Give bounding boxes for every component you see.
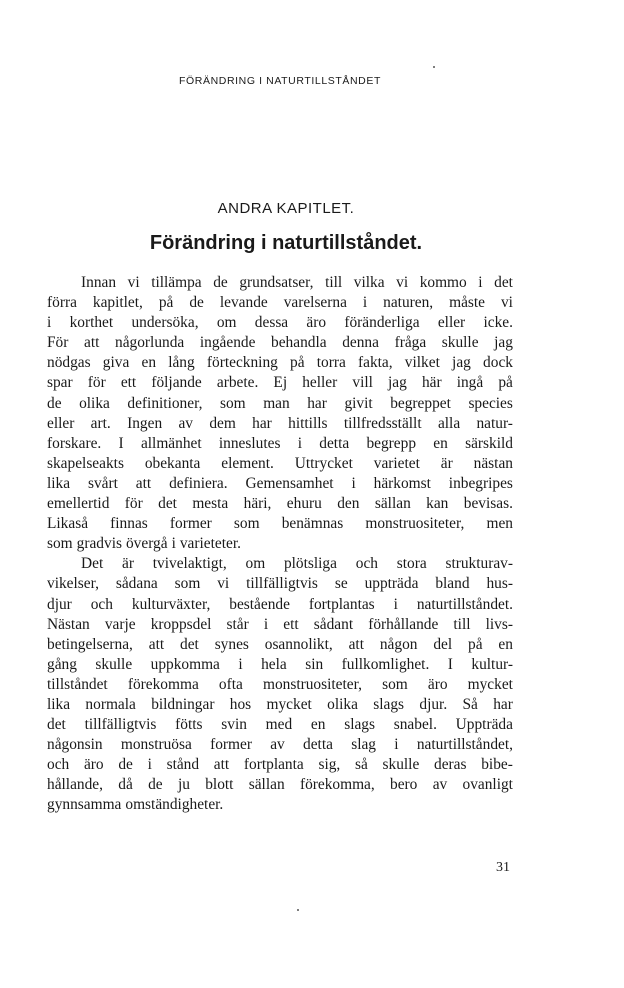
text-line: emellertid för det mesta häri, ehuru den sällan kan bevisas. xyxy=(47,495,513,513)
text-line: Nästan varje kroppsdel står i ett sådant förhållande till livs- xyxy=(47,615,513,633)
text-line: betingelserna, att det synes osannolikt, att någon del på en xyxy=(47,635,513,653)
text-line: nödgas giva en lång förteckning på torra fakta, vilket jag dock xyxy=(47,354,513,372)
text-line: forskare. I allmänhet inneslutes i detta begrepp en särskild xyxy=(47,434,513,452)
text-line: spar för ett följande arbete. Ej heller vill jag här ingå på xyxy=(47,374,513,392)
text-line: Innan vi tillämpa de grundsatser, till vilka vi kommo i det xyxy=(81,274,513,291)
text-line: och äro de i stånd att fortplanta sig, så skulle deras bibe- xyxy=(47,756,513,774)
text-line: förra kapitlet, på de levande varelserna i naturen, måste vi xyxy=(47,294,513,312)
text-line: skapelseakts obekanta element. Uttrycket varietet är nästan xyxy=(47,454,513,472)
text-line: eller art. Ingen av dem har hittills tillfredsställt alla natur- xyxy=(47,414,513,432)
text-line: Det är tvivelaktigt, om plötsliga och stora strukturav- xyxy=(81,555,513,573)
text-line: som gradvis övergå i varieteter. xyxy=(47,535,241,553)
running-head: FÖRÄNDRING I NATURTILLSTÅNDET xyxy=(179,75,381,87)
text-line: det tillfälligtvis fötts svin med en slags snabel. Uppträda xyxy=(47,716,513,734)
text-line: hållande, då de ju blott sällan förekomma, bero av ovanligt xyxy=(47,776,513,794)
print-speck xyxy=(297,909,299,911)
text-line: Likaså finnas former som benämnas monstruositeter, men xyxy=(47,515,513,533)
text-line: de olika definitioner, som man har givit begreppet species xyxy=(47,394,513,412)
text-line: gång skulle uppkomma i hela sin fullkomlighet. I kultur- xyxy=(47,655,513,673)
chapter-title: Förändring i naturtillståndet. xyxy=(149,232,423,254)
body-text xyxy=(47,273,513,816)
text-line: tillståndet förekomma ofta monstruositeter, som äro mycket xyxy=(47,675,513,693)
text-line: i korthet undersöka, om dessa äro föränderliga eller icke. xyxy=(47,314,513,332)
text-line: lika svårt att definiera. Gemensamhet i härkomst inbegripes xyxy=(47,474,513,492)
text-line: gynnsamma omständigheter. xyxy=(47,796,224,814)
text-line: vikelser, sådana som vi tillfälligtvis se uppträda bland hus- xyxy=(47,575,513,593)
text-line: någonsin monstruösa former av detta slag i naturtillståndet, xyxy=(47,736,513,754)
text-line: lika normala bildningar hos mycket olika slags djur. Så har xyxy=(47,695,513,713)
page-number: 31 xyxy=(496,860,510,875)
text-line: För att någorlunda ingående behandla denna fråga skulle jag xyxy=(47,334,513,352)
print-speck xyxy=(433,66,435,68)
chapter-heading: ANDRA KAPITLET. xyxy=(217,200,355,217)
text-line: djur och kulturväxter, bestående fortplantas i naturtillståndet. xyxy=(47,595,513,613)
